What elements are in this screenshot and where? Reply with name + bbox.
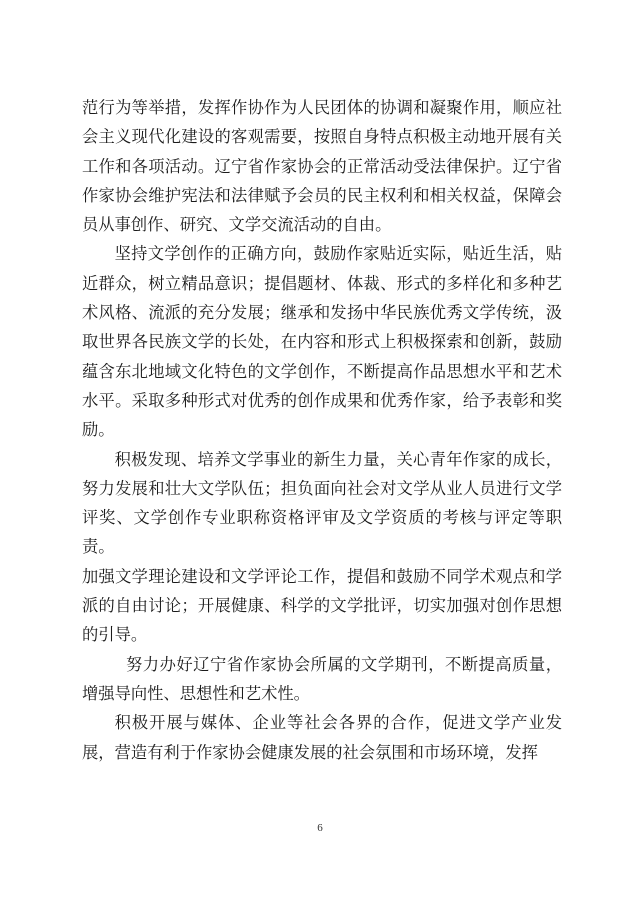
body-text	[82, 93, 562, 767]
paragraph-5: 努力办好辽宁省作家协会所属的文学期刊，不断提高质量，增强导向性、思想性和艺术性。	[82, 654, 562, 703]
paragraph-2: 坚持文学创作的正确方向，鼓励作家贴近实际，贴近生活，贴近群众，树立精品意识；提倡题材、体裁、形式的多样化和多种艺术风格、流派的充分发展；继承和发扬中华民族优秀文学传统，汲取世界各民族文学的长处，在内容和形式上积极探索和创新，鼓励蕴含东北地域文化特色的文学创作，不断提高作品思想水平和艺术水平。采取多种形式对优秀的创作成果和优秀作家，给予表彰和奖励。	[82, 244, 562, 440]
paragraph-6: 积极开展与媒体、企业等社会各界的合作，促进文学产业发展，营造有利于作家协会健康发展的社会氛围和市场环境，发挥	[82, 713, 562, 762]
paragraph-3: 积极发现、培养文学事业的新生力量，关心青年作家的成长，努力发展和壮大文学队伍；担负面向社会对文学从业人员进行文学评奖、文学创作专业职称资格评审及文学资质的考核与评定等职责。	[82, 449, 562, 557]
paragraph-4: 加强文学理论建设和文学评论工作，提倡和鼓励不同学术观点和学派的自由讨论；开展健康、科学的文学批评，切实加强对创作思想的引导。	[82, 566, 562, 645]
paragraph-1: 范行为等举措，发挥作协作为人民团体的协调和凝聚作用，顺应社会主义现代化建设的客观需要，按照自身特点积极主动地开展有关工作和各项活动。辽宁省作家协会的正常活动受法律保护。辽宁省作家协会维护宪法和法律赋予会员的民主权利和相关权益，保障会员从事创作、研究、文学交流活动的自由。	[82, 98, 562, 235]
page-number: 6	[317, 822, 323, 834]
